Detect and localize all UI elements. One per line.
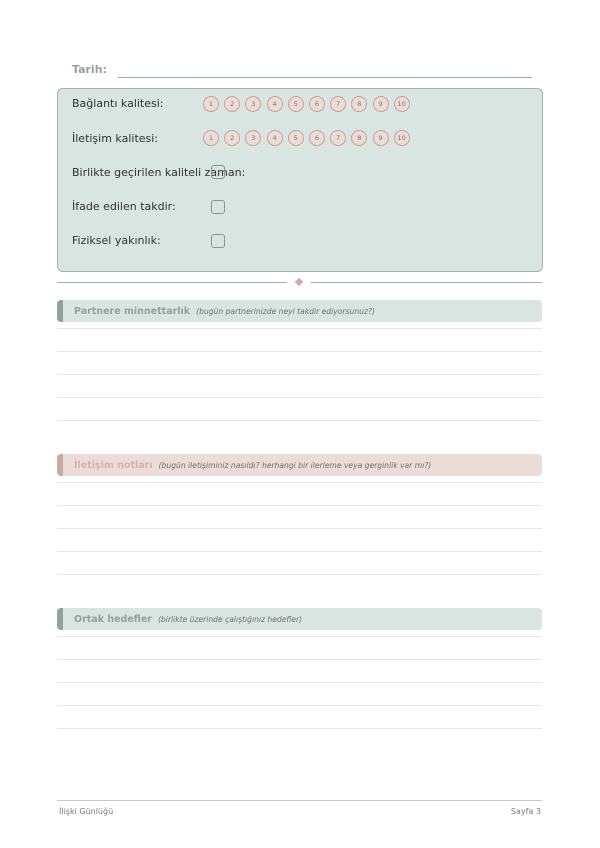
scale-option[interactable]: 5 (288, 96, 304, 112)
scale-option[interactable]: 4 (267, 130, 283, 146)
appreciation-checkbox[interactable] (211, 200, 225, 214)
writing-line[interactable] (57, 705, 542, 706)
communication-quality-scale (203, 130, 410, 146)
scale-option[interactable]: 6 (309, 130, 325, 146)
writing-line[interactable] (57, 505, 542, 506)
divider-right (311, 282, 542, 283)
scale-option[interactable]: 8 (351, 130, 367, 146)
connection-quality-label: Bağlantı kalitesi: (72, 97, 164, 110)
writing-line[interactable] (57, 551, 542, 552)
writing-line[interactable] (57, 659, 542, 660)
scale-option[interactable]: 2 (224, 130, 240, 146)
scale-option[interactable]: 10 (394, 130, 410, 146)
quality-time-checkbox[interactable] (211, 165, 225, 179)
scale-option[interactable]: 8 (351, 96, 367, 112)
writing-line[interactable] (57, 482, 542, 483)
connection-quality-scale (203, 96, 410, 112)
scale-option[interactable]: 5 (288, 130, 304, 146)
writing-line[interactable] (57, 351, 542, 352)
section-accent-bar (57, 608, 63, 630)
physical-intimacy-label: Fiziksel yakınlık: (72, 234, 161, 247)
shared-goals-section-header (57, 608, 542, 630)
section-title: Ortak hedefler (74, 613, 152, 625)
physical-intimacy-checkbox[interactable] (211, 234, 225, 248)
communication-notes-section-header (57, 454, 542, 476)
date-input-line[interactable] (118, 77, 532, 78)
section-accent-bar (57, 300, 63, 322)
section-hint: (bugün partnerinizde neyi takdir ediyorsunuz?) (196, 306, 375, 316)
writing-line[interactable] (57, 682, 542, 683)
writing-line[interactable] (57, 636, 542, 637)
scale-option[interactable]: 7 (330, 96, 346, 112)
writing-line[interactable] (57, 528, 542, 529)
writing-line[interactable] (57, 420, 542, 421)
page-number: Sayfa 3 (510, 807, 541, 816)
scale-option[interactable]: 1 (203, 96, 219, 112)
scale-option[interactable]: 6 (309, 96, 325, 112)
writing-line[interactable] (57, 374, 542, 375)
writing-line[interactable] (57, 574, 542, 575)
scale-option[interactable]: 7 (330, 130, 346, 146)
section-hint: (birlikte üzerinde çalıştığınız hedefler) (157, 614, 303, 624)
scale-option[interactable]: 3 (245, 130, 261, 146)
section-accent-bar (57, 454, 63, 476)
section-title: Partnere minnettarlık (74, 305, 191, 317)
scale-option[interactable]: 4 (267, 96, 283, 112)
writing-line[interactable] (57, 728, 542, 729)
appreciation-label: İfade edilen takdir: (72, 200, 176, 213)
quality-time-label: Birlikte geçirilen kaliteli zaman: (72, 166, 246, 179)
communication-quality-label: İletişim kalitesi: (72, 132, 159, 145)
writing-line[interactable] (57, 397, 542, 398)
footer-journal-title: İlişki Günlüğü (59, 807, 114, 816)
scale-option[interactable]: 1 (203, 130, 219, 146)
writing-line[interactable] (57, 328, 542, 329)
scale-option[interactable]: 2 (224, 96, 240, 112)
scale-option[interactable]: 9 (373, 130, 389, 146)
scale-option[interactable]: 9 (373, 96, 389, 112)
section-hint: (bugün iletişiminiz nasıldı? herhangi bir ilerleme veya gerginlik var mı?) (158, 460, 432, 470)
footer-divider (57, 800, 542, 801)
scale-option[interactable]: 10 (394, 96, 410, 112)
divider-diamond-icon (295, 278, 303, 286)
divider-left (57, 282, 287, 283)
section-title: İletişim notları (74, 459, 153, 471)
date-label: Tarih: (72, 63, 107, 76)
gratitude-section-header (57, 300, 542, 322)
scale-option[interactable]: 3 (245, 96, 261, 112)
